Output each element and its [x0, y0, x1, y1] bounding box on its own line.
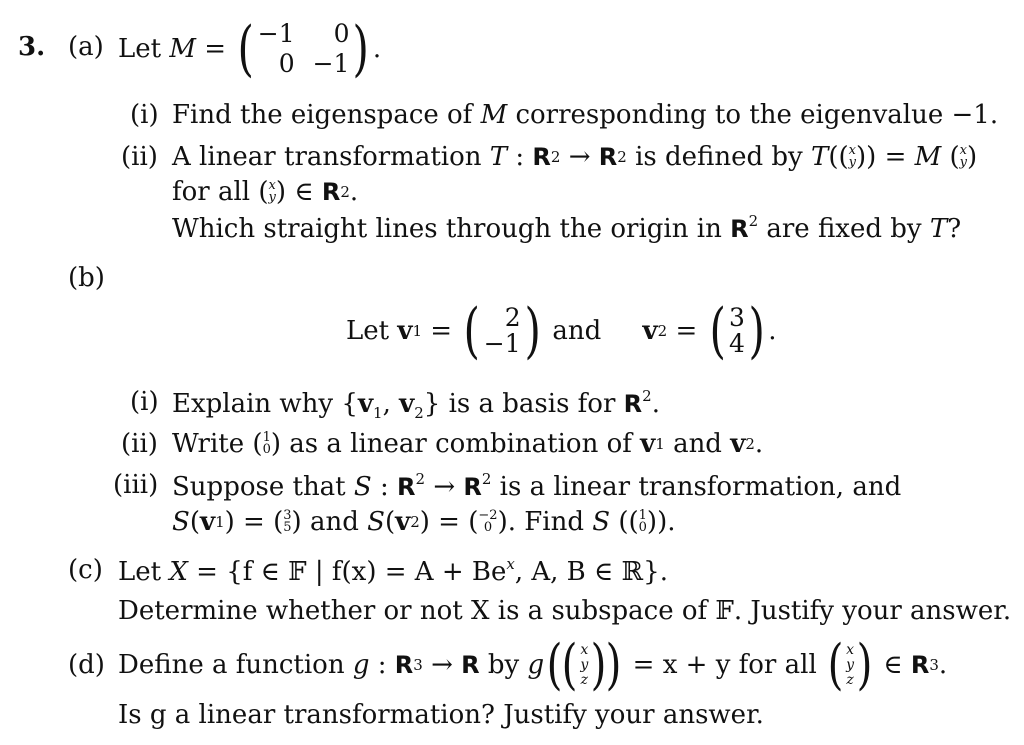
right-paren: )	[856, 633, 873, 696]
entry: 1	[262, 430, 271, 445]
matrix-entry: 0	[333, 19, 350, 48]
part-a-let: Let	[118, 34, 162, 64]
part-a-statement	[118, 14, 381, 84]
part-c-line1	[118, 557, 668, 585]
transform-symbol: T	[489, 142, 508, 172]
vector-symbol: v	[399, 389, 415, 419]
entry: −2	[478, 508, 498, 523]
vector-symbol: v	[730, 429, 746, 459]
matrix-entry: −1	[257, 19, 295, 48]
set-definition: = {f ∈ 𝔽 | f(x) = A + Be	[196, 557, 507, 587]
part-d-line1	[118, 633, 948, 696]
vector-entries	[484, 305, 521, 357]
part-b-ii-label: (ii)	[121, 429, 158, 459]
subscript: 2	[410, 512, 420, 531]
and: and	[552, 316, 602, 346]
arrow: →	[568, 142, 591, 172]
subscript: 1	[655, 434, 665, 453]
real-numbers-symbol: R	[910, 651, 930, 679]
set-symbol: X	[169, 557, 188, 587]
paren: (	[384, 507, 396, 537]
entry: 0	[262, 442, 271, 457]
entry: y	[959, 155, 968, 170]
real-numbers-symbol: R	[321, 178, 341, 206]
text: is a linear transformation, and	[499, 472, 902, 502]
transform-symbol: T	[929, 214, 948, 244]
right-paren: )	[605, 633, 622, 696]
entry: x	[580, 641, 589, 658]
part-c-label: (c)	[68, 555, 103, 585]
part-b-iii-line1	[172, 472, 901, 500]
transform-symbol: S	[367, 507, 385, 537]
entry: y	[848, 155, 856, 170]
superscript: 3	[929, 655, 939, 674]
vector-symbol: v	[642, 316, 658, 346]
right-paren: )	[590, 633, 607, 696]
entry: x	[268, 178, 276, 193]
left-paren: (	[463, 296, 481, 366]
text: Explain why {	[172, 389, 358, 419]
entry: z	[580, 671, 588, 688]
equals-sign: =	[204, 34, 227, 64]
column-vector-xy	[269, 180, 276, 204]
subscript: 1	[215, 512, 225, 531]
part-c-line2: Determine whether or not X is a subspace of 𝔽. Justify your answer.	[118, 596, 1012, 626]
matrix-symbol: M	[914, 142, 942, 172]
subscript: 2	[657, 321, 668, 340]
matrix-M	[234, 14, 373, 84]
paren: (	[244, 429, 263, 459]
entry: y	[268, 190, 276, 205]
equals-sign: =	[243, 507, 265, 537]
matrix-entry: −1	[312, 49, 350, 78]
paren: (	[264, 507, 284, 537]
entry: x	[846, 641, 855, 658]
transform-symbol: S	[172, 507, 190, 537]
text: Define a function	[118, 650, 345, 680]
column-vector-10	[639, 510, 647, 534]
entry: 1	[638, 508, 647, 523]
paren: (	[189, 507, 200, 537]
column-vector-Sv1	[283, 510, 291, 534]
matrix-symbol: M	[480, 100, 508, 130]
part-b-label: (b)	[68, 263, 105, 293]
column-vector-xyz	[580, 643, 588, 688]
set-definition-end: , A, B ∈ ℝ}.	[514, 557, 668, 587]
vector-symbol: v	[397, 316, 413, 346]
arrow: →	[431, 650, 453, 680]
entry: 4	[728, 329, 745, 358]
part-b-i-text	[172, 389, 660, 421]
part-a-i-label: (i)	[130, 100, 159, 130]
text: are fixed by	[766, 214, 922, 244]
function-symbol: g	[527, 650, 545, 680]
entry: −1	[483, 329, 521, 358]
and: and	[309, 507, 359, 537]
arrow: →	[433, 472, 456, 502]
matrix-symbol: M	[169, 34, 196, 64]
entry: z	[846, 671, 854, 688]
paren: )	[291, 507, 310, 537]
paren: (	[459, 507, 479, 537]
paren: )).	[646, 507, 676, 537]
text: Which straight lines through the origin in	[172, 214, 722, 244]
question-mark: ?	[947, 214, 962, 244]
part-a-ii-line2	[172, 172, 358, 212]
paren: )	[419, 507, 439, 537]
text: Find	[524, 507, 584, 537]
vector-symbol: v	[357, 389, 374, 419]
paren: ((	[610, 507, 639, 537]
left-paren: (	[827, 633, 844, 696]
superscript: 2	[481, 470, 492, 488]
superscript: 2	[550, 147, 561, 166]
subscript: 1	[373, 404, 383, 422]
right-paren: )	[748, 296, 765, 366]
right-paren: )	[524, 296, 541, 366]
part-b-ii-text	[172, 424, 763, 464]
paren: )	[275, 177, 287, 207]
real-numbers-symbol: R	[532, 143, 551, 171]
entry: 5	[283, 520, 292, 535]
subscript: 2	[414, 404, 424, 422]
equals-sign: =	[430, 316, 453, 346]
matrix-entries	[258, 20, 350, 78]
colon: :	[377, 650, 387, 680]
paren: )	[967, 142, 978, 172]
period: .	[768, 316, 777, 346]
real-numbers-symbol: R	[598, 143, 618, 171]
vector-v2	[706, 296, 769, 366]
superscript: 2	[642, 387, 652, 405]
part-a-label: (a)	[68, 32, 104, 62]
vector-v1	[460, 296, 544, 366]
entry: 0	[483, 520, 493, 535]
colon: :	[379, 472, 389, 502]
paren: (	[250, 177, 269, 207]
left-paren: (	[709, 296, 726, 366]
left-paren: (	[237, 14, 255, 84]
superscript: 2	[617, 147, 627, 166]
paren: )	[224, 507, 244, 537]
real-numbers-symbol: R	[461, 651, 480, 679]
superscript: 3	[413, 655, 423, 674]
text: Let	[346, 316, 390, 346]
entry: y	[846, 656, 855, 673]
subscript: 1	[412, 321, 423, 340]
part-a-ii-line3	[172, 214, 961, 242]
column-vector-10	[263, 432, 271, 456]
part-d-line2: Is g a linear transformation? Justify your answer.	[118, 700, 764, 730]
superscript: 2	[748, 212, 759, 230]
paren: (	[941, 142, 960, 172]
entry: 0	[638, 520, 647, 535]
period: .	[372, 34, 382, 64]
entry: y	[580, 656, 589, 673]
entry: 2	[504, 303, 521, 332]
vector-entries	[729, 305, 745, 357]
element-of: ∈	[883, 650, 903, 680]
superscript: 2	[340, 182, 350, 201]
part-b-i-label: (i)	[130, 387, 159, 417]
paren: )	[270, 429, 290, 459]
vector-symbol: v	[199, 507, 216, 537]
part-a-i-text1: Find the eigenspace of	[172, 100, 473, 130]
superscript: x	[506, 555, 515, 573]
text: by	[487, 650, 520, 680]
text: is defined by	[635, 142, 803, 172]
text: for all	[172, 177, 251, 207]
subscript: 2	[745, 434, 755, 453]
text: Write	[172, 429, 245, 459]
column-vector-xy	[849, 145, 856, 169]
part-a-ii-label: (ii)	[121, 142, 158, 172]
text: A linear transformation	[172, 142, 482, 172]
entry: 3	[728, 303, 745, 332]
colon: :	[515, 142, 525, 172]
text: } is a basis for	[423, 389, 616, 419]
superscript: 2	[415, 470, 426, 488]
vector-symbol: v	[395, 507, 411, 537]
part-a-i-text	[172, 102, 998, 128]
text: as a linear combination of	[289, 429, 632, 459]
vector-symbol: v	[640, 429, 656, 459]
left-paren: (	[561, 633, 578, 696]
real-numbers-symbol: R	[394, 651, 414, 679]
text: = x + y for all	[632, 650, 817, 680]
text: Suppose that	[172, 472, 346, 502]
transform-symbol: T	[811, 142, 829, 172]
period: .	[651, 389, 660, 419]
right-paren: )	[352, 14, 370, 84]
comma: ,	[382, 389, 400, 419]
and: and	[673, 429, 722, 459]
paren: ((	[828, 142, 849, 172]
paren: ))	[856, 142, 877, 172]
function-symbol: g	[352, 650, 370, 680]
equals-sign: =	[438, 507, 460, 537]
equals-sign: =	[884, 142, 907, 172]
period: .	[938, 650, 948, 680]
paren: ).	[497, 507, 525, 537]
part-a-ii-line1	[172, 137, 977, 177]
text: Let	[118, 557, 162, 587]
entry: 3	[283, 508, 292, 523]
entry: x	[959, 143, 968, 158]
entry: x	[848, 143, 856, 158]
part-b-iii-line2	[172, 502, 675, 542]
part-a-i-text2: corresponding to the eigenvalue −1.	[515, 100, 999, 130]
transform-symbol: S	[353, 472, 372, 502]
period: .	[754, 429, 764, 459]
column-vector-Sv2	[478, 510, 497, 534]
part-b-iii-label: (iii)	[113, 470, 159, 500]
part-d-label: (d)	[68, 650, 105, 680]
matrix-entry: 0	[278, 49, 295, 78]
real-numbers-symbol: R	[397, 473, 416, 501]
left-paren: (	[546, 633, 563, 696]
element-of: ∈	[294, 177, 314, 207]
column-vector-xyz-paren	[825, 633, 875, 696]
real-numbers-symbol: R	[463, 473, 482, 501]
question-number: 3.	[18, 32, 46, 62]
column-vector-xy	[960, 145, 967, 169]
equals-sign: =	[675, 316, 698, 346]
real-numbers-symbol: R	[730, 215, 749, 243]
real-numbers-symbol: R	[623, 390, 643, 418]
part-b-vectors	[346, 296, 777, 366]
column-vector-xyz	[846, 643, 854, 688]
period: .	[349, 177, 359, 207]
function-argument	[544, 633, 624, 696]
transform-symbol: S	[592, 507, 611, 537]
